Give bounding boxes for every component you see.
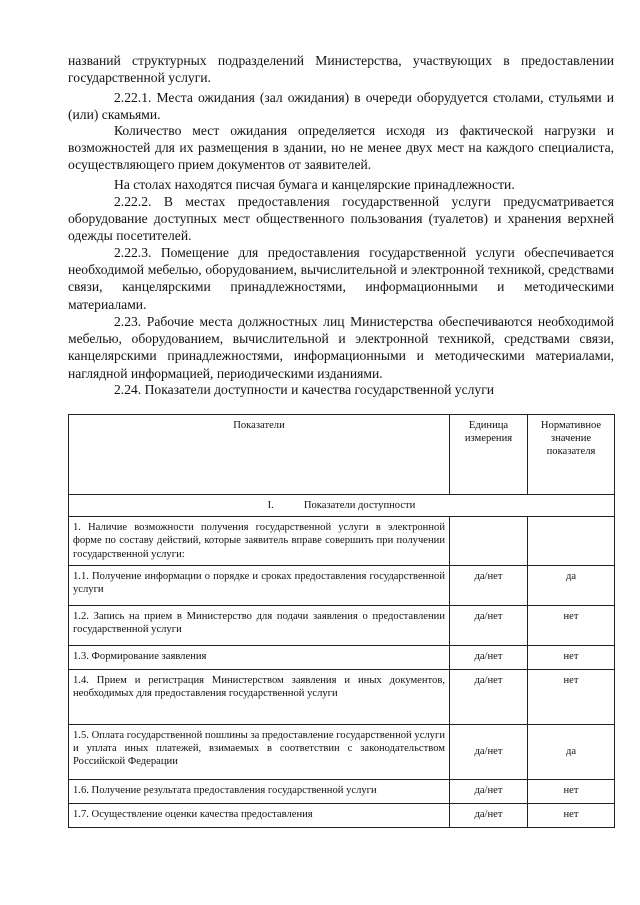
- table-row: [69, 779, 615, 803]
- paragraph-tables-supplies: На столах находятся писчая бумага и канцелярские принадлежности.: [114, 177, 515, 192]
- table-header-row: [69, 415, 615, 495]
- indicator-cell: 1.4. Прием и регистрация Министерством заявления и иных документов, необходимых для предоставления государственной услуги: [69, 669, 450, 724]
- header-unit: Единица измерения: [450, 415, 528, 495]
- indicator-cell: 1.5. Оплата государственной пошлины за предоставление государственной услуги и уплата иных платежей, взимаемых в соответствии с законодательством Российской Федерации: [69, 724, 450, 779]
- unit-cell: да/нет: [450, 565, 528, 605]
- unit-cell: да/нет: [450, 669, 528, 724]
- indicator-cell: 1.1. Получение информации о порядке и сроках предоставления государственной услуги: [69, 565, 450, 605]
- norm-cell: нет: [528, 779, 615, 803]
- table-row: [69, 724, 615, 779]
- unit-cell: [450, 517, 528, 566]
- paragraph-2-22-1: 2.22.1. Места ожидания (зал ожидания) в очереди оборудуется столами, стульями и (или) скамьями.: [68, 90, 614, 123]
- paragraph-waiting-places: Количество мест ожидания определяется исходя из фактической нагрузки и возможностей для их размещения в здании, но не менее двух мест на каждого специалиста, осуществляющего прием документов от заявителей.: [68, 123, 614, 173]
- indicator-cell: 1.2. Запись на прием в Министерство для подачи заявления о предоставлении государственной услуги: [69, 605, 450, 645]
- indicator-cell: 1.6. Получение результата предоставления государственной услуги: [69, 779, 450, 803]
- norm-cell: нет: [528, 669, 615, 724]
- indicator-cell: 1. Наличие возможности получения государственной услуги в электронной форме по составу действий, которые заявитель вправе совершить при получении государственной услуги:: [69, 517, 450, 566]
- unit-cell: да/нет: [450, 605, 528, 645]
- table-row: [69, 803, 615, 827]
- section-row: [69, 495, 615, 517]
- norm-cell: нет: [528, 605, 615, 645]
- header-indicators: Показатели: [69, 415, 450, 495]
- paragraph-2-22-3: 2.22.3. Помещение для предоставления государственной услуги обеспечивается необходимой мебелью, оборудованием, вычислительной и электронной техникой, средствами связи, канцелярскими принадлежностями, информационными и методическими материалами.: [68, 245, 614, 312]
- section-title: [69, 495, 615, 517]
- table-row: [69, 605, 615, 645]
- norm-cell: да: [528, 565, 615, 605]
- section-label: Показатели доступности: [303, 500, 416, 511]
- table-row: [69, 517, 615, 566]
- unit-cell: да/нет: [450, 779, 528, 803]
- section-number: I.: [267, 500, 274, 511]
- unit-cell: да/нет: [450, 645, 528, 669]
- norm-cell: да: [528, 724, 615, 779]
- indicator-cell: 1.3. Формирование заявления: [69, 645, 450, 669]
- indicators-table: [68, 414, 615, 828]
- norm-cell: нет: [528, 645, 615, 669]
- table-row: [69, 669, 615, 724]
- indicator-cell: 1.7. Осуществление оценки качества предоставления: [69, 803, 450, 827]
- paragraph-2-23: 2.23. Рабочие места должностных лиц Министерства обеспечиваются необходимой мебелью, оборудованием, вычислительной и электронной техникой, средствами связи, канцелярскими принадлежностями, информационными и методическими материалами, наглядной информацией, периодическими изданиями.: [68, 314, 614, 381]
- paragraph-2-24: 2.24. Показатели доступности и качества государственной услуги: [114, 382, 495, 397]
- table-row: [69, 565, 615, 605]
- norm-cell: [528, 517, 615, 566]
- unit-cell: да/нет: [450, 803, 528, 827]
- paragraph-2-22-2: 2.22.2. В местах предоставления государственной услуги предусматривается оборудование доступных мест общественного пользования (туалетов) и хранения верхней одежды посетителей.: [68, 194, 614, 244]
- unit-cell: да/нет: [450, 724, 528, 779]
- norm-cell: нет: [528, 803, 615, 827]
- table-row: [69, 645, 615, 669]
- paragraph-continuation: названий структурных подразделений Министерства, участвующих в предоставлении государственной услуги.: [68, 53, 614, 86]
- header-norm: Нормативное значение показателя: [528, 415, 615, 495]
